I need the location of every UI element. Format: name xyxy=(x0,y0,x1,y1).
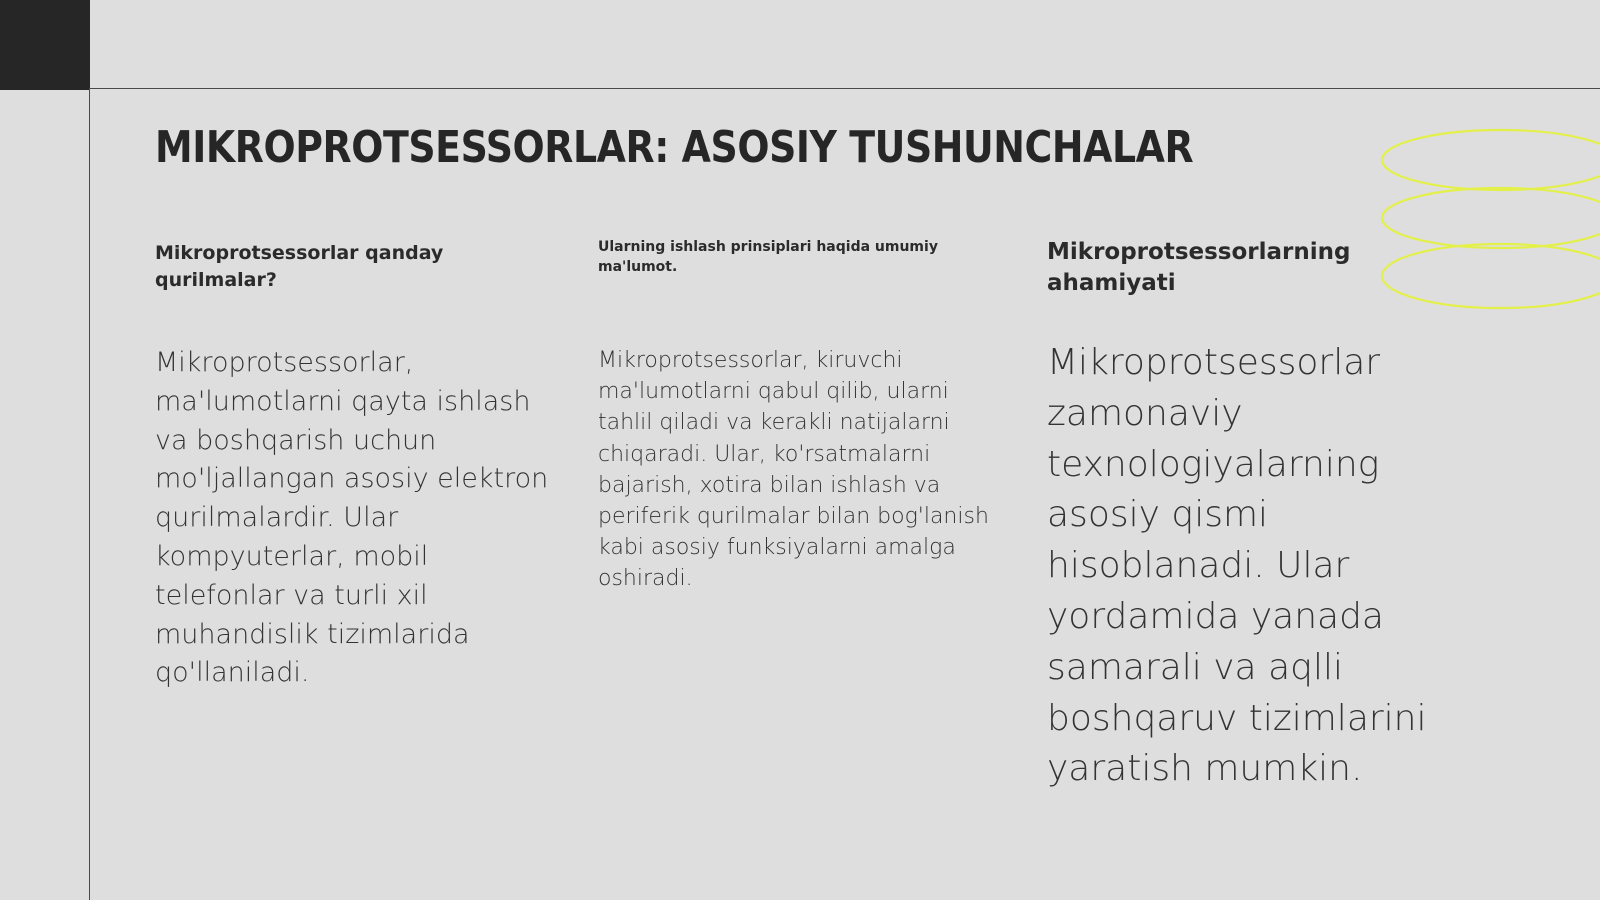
top-divider-line xyxy=(90,88,1600,89)
slide-title: MIKROPROTSESSORLAR: ASOSIY TUSHUNCHALAR xyxy=(155,122,1194,173)
column-body-text: Mikroprotsessorlar, ma'lumotlarni qayta ishlash va boshqarish uchun mo'ljallangan asosiy elektron qurilmalardir. Ular kompyuterlar, mobil telefonlar va turli xil muhandislik tizimlarida qo'llaniladi. xyxy=(155,347,549,689)
column-heading: Mikroprotsessorlarning ahamiyati xyxy=(1047,239,1351,296)
column-body-text: Mikroprotsessorlar, kiruvchi ma'lumotlarni qabul qilib, ularni tahlil qiladi va kerakli natijalarni chiqaradi. Ular, ko'rsatmalarni bajarish, xotira bilan ishlash va periferik qurilmalar bilan bog'lanish kabi asosiy funksiyalarni amalga oshiradi. xyxy=(598,348,989,592)
column-heading: Ularning ishlash prinsiplari haqida umumiy ma'lumot. xyxy=(598,239,938,275)
corner-block xyxy=(0,0,90,90)
decorative-loop xyxy=(1382,130,1600,190)
decorative-loops xyxy=(1380,112,1600,332)
column-heading: Mikroprotsessorlar qanday qurilmalar? xyxy=(155,242,444,291)
column-body-text: Mikroprotsessorlar zamonaviy texnologiyalarning asosiy qismi hisoblanadi. Ular yordamida yanada samarali va aqlli boshqaruv tizimlarini yaratish mumkin. xyxy=(1047,342,1427,790)
left-divider-line xyxy=(89,88,90,900)
